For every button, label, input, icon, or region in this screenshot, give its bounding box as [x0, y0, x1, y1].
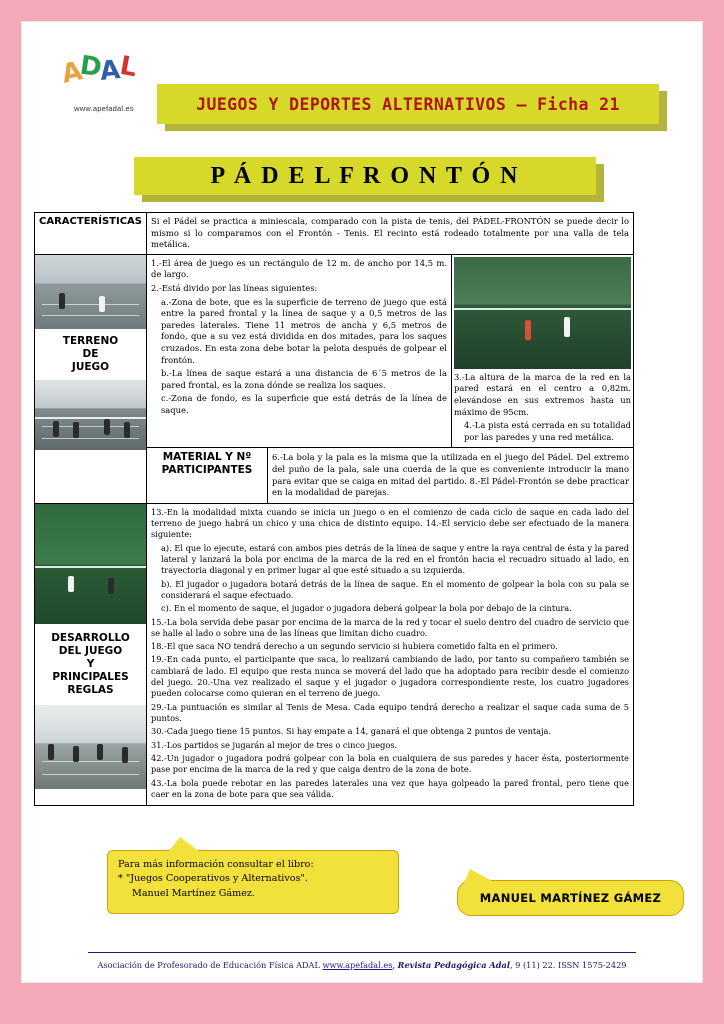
terreno-text-left — [147, 254, 452, 448]
footer-part3: , 9 (11) 22. ISSN 1575-2429 — [509, 960, 627, 970]
callout-tail — [464, 869, 496, 883]
info-line-2: * "Juegos Cooperativos y Alternativos". — [118, 873, 308, 885]
photo-net-line — [454, 308, 631, 310]
footer-part2: , — [392, 960, 398, 970]
desarrollo-p12: 43.-La bola puede rebotar en las paredes laterales una vez que haya golpeado la pared frontal, pero tiene que caer en la zona de bote para que sea válida. — [151, 777, 629, 799]
material-cell — [147, 448, 634, 503]
terreno-p1: 1.-El área de juego es un rectángulo de 12 m. de ancho por 14,5 m. de largo. — [151, 257, 447, 280]
row-label-desarrollo-text: DESARROLLO DEL JUEGO Y PRINCIPALES REGLAS — [51, 631, 130, 697]
author-name: MANUEL MARTÍNEZ GÁMEZ — [479, 891, 662, 905]
table-row — [35, 254, 634, 448]
photo-net-line — [35, 566, 146, 568]
table-row — [35, 213, 634, 255]
desarrollo-p8: 29.-La puntuación es similar al Tenis de Mesa. Cada equipo tendrá derecho a realizar el saque cada suma de 5 puntos. — [151, 701, 629, 724]
info-line-3: Manuel Martínez Gámez. — [132, 887, 255, 899]
logo-url[interactable]: www.apefadal.es — [74, 104, 134, 113]
adal-logo — [58, 52, 150, 124]
footer-journal: Revista Pedagógica Adal — [397, 960, 510, 970]
terreno-photo-cell — [451, 254, 633, 448]
desarrollo-p4: c). En el momento de saque, el jugador o jugadora deberá golpear la bola por debajo de la cintura. — [161, 603, 572, 614]
photo-player-red — [525, 320, 531, 340]
photo-court-bottom — [35, 380, 146, 450]
footer — [22, 960, 702, 970]
info-line-1: Para más información consultar el libro: — [118, 859, 314, 870]
desarrollo-text — [147, 503, 634, 806]
photo-court-top — [35, 255, 146, 329]
terreno-p5: c.-Zona de fondo, es la superficie que está detrás de la línea de saque. — [161, 393, 447, 415]
logo-figures-icon — [58, 52, 150, 102]
logo-letter-2: D — [78, 50, 104, 84]
logo-letter-1: A — [59, 56, 86, 90]
terreno-p6: 3.-La altura de la marca de la red en la pared estará en el centro a 0,82m. elevándose en sus extremos hasta un máximo de 95cm. — [453, 371, 631, 417]
caracteristicas-text: Si el Pádel se practica a miniescala, comparado con la pista de tenis, del PÁDEL-FRONTÓN se puede decir lo mismo si lo comparamos con el Frontón - Tenis. El recinto está rodeado totalmente por una valla de tela metálica. — [147, 213, 634, 255]
page-title: P Á D E L F R O N T Ó N — [210, 162, 520, 189]
photo-figure — [104, 419, 110, 435]
row-label-caracteristicas: CARACTERÍSTICAS — [35, 213, 147, 255]
terreno-p2: 2.-Está divido por las líneas siguientes: — [151, 282, 318, 293]
desarrollo-p11: 42.-Un jugador o jugadora podrá golpear con la bola en cualquiera de sus paredes y hacer ésta, posteriormente pase por encima de la marca de la red y que caiga dentro de la zona de bote. — [151, 752, 629, 775]
logo-letter-4: L — [117, 50, 140, 84]
photo-figure — [122, 747, 128, 763]
desarrollo-p3: b). El jugador o jugadora botará detrás de la línea de saque. En el momento de golpear la bola con su pala se considerará el saque efectuado. — [161, 578, 629, 600]
photo-figure — [73, 746, 79, 762]
row-label-terreno-text: TERRENO DE JUEGO — [62, 334, 119, 374]
photo-figure — [97, 744, 103, 760]
header-banner — [157, 84, 667, 130]
material-text: 6.-La bola y la pala es la misma que la utilizada en el juego del Pádel. Del extremo del puño de la pala, sale una cuerda de la que es conveniente introducir la mano para evitar que se caiga en mitad del partido. 8.-El Pádel-Frontón se debe practicar en la modalidad de parejas. — [272, 452, 629, 498]
page-title-block — [134, 157, 604, 201]
footer-part1: Asociación de Profesorado de Educación Física ADAL — [97, 960, 323, 970]
photo-padel-match — [454, 257, 631, 369]
callout-tail — [168, 837, 200, 852]
photo-green-court — [35, 504, 146, 624]
row-label-terreno — [35, 254, 147, 503]
banner-box — [157, 84, 659, 124]
info-callout-text — [108, 851, 398, 908]
terreno-p4: b.-La línea de saque estará a una distancia de 6´5 metros de la pared frontal, es la zona dónde se realiza los saques. — [161, 368, 447, 390]
desarrollo-p1: 13.-En la modalidad mixta cuando se inicia un juego o en el comienzo de cada ciclo de saque en cada lado del terreno de juego habrá un chico y una chica de distinto equipo. 14.-El servicio debe ser efectuado de la manera siguiente: — [151, 506, 629, 540]
desarrollo-p10: 31.-Los partidos se jugarán al mejor de tres o cinco juegos. — [151, 739, 398, 750]
desarrollo-p6: 18.-El que saca NO tendrá derecho a un segundo servicio si hubiera cometido falta en el primero. — [151, 641, 558, 652]
banner-title: JUEGOS Y DEPORTES ALTERNATIVOS – Ficha 21 — [196, 94, 620, 114]
desarrollo-p5: 15.-La bola servida debe pasar por encima de la marca de la red y tocar el suelo dentro del cuadro de servicio que se halle al lado o sobre una de las líneas que limitan dicho cuadro. — [151, 616, 629, 638]
author-callout — [457, 880, 684, 916]
footer-link[interactable]: www.apefadal.es — [322, 960, 393, 970]
photo-figure — [73, 422, 79, 438]
photo-player-white — [564, 317, 570, 337]
photo-figure — [53, 421, 59, 437]
logo-letter-3: A — [98, 55, 122, 87]
desarrollo-p7: 19.-En cada punto, el participante que saca, lo realizará cambiando de lado, por tanto su compañero también se cambiará de lado. El equipo que resta nunca se moverá del lado que ha adoptado para recibir desde el comienzo del juego. 20.-Una vez realizado el saque y el jugador o jugadora correspondiente reste, los cuatro jugadores pueden colocarse como quieran en el terreno de juego. — [151, 654, 629, 699]
photo-figure — [108, 578, 114, 594]
terreno-p7: 4.-La pista está cerrada en su totalidad por las paredes y una red metálica. — [463, 420, 631, 442]
footer-divider — [88, 952, 636, 953]
photo-figure — [68, 576, 74, 592]
title-box — [134, 157, 596, 195]
info-callout — [107, 850, 399, 914]
row-label-material: MATERIAL Y Nº PARTICIPANTES — [147, 448, 268, 502]
photo-figure — [48, 744, 54, 760]
photo-court-group — [35, 705, 146, 789]
photo-figure — [59, 293, 65, 309]
table-row — [35, 503, 634, 806]
row-label-desarrollo — [35, 503, 147, 806]
content-table — [34, 212, 634, 806]
photo-figure — [99, 296, 105, 312]
desarrollo-p2: a). El que lo ejecute, estará con ambos pies detrás de la línea de saque y entre la raya central de ésta y la pared lateral y lanzará la bola por encima de la marca de la red en el frontón hacia el recuadro situado al lado, en trayectoria diagonal y en primer lugar al que esté situado a su izquierda. — [161, 542, 629, 576]
photo-net-line — [35, 417, 146, 419]
photo-figure — [124, 422, 130, 438]
terreno-p3: a.-Zona de bote, que es la superficie de terreno de juego que está entre la pared frontal y la línea de saque y a 0,5 metros de las paredes laterales. Tiene 11 metros de ancha y 6,5 metros de fondo, que a su vez está dividida en dos mitades, para los saques cruzados. En esta zona debe botar la pelota después de golpear el frontón. — [161, 296, 447, 365]
terreno-text-right — [454, 369, 631, 444]
desarrollo-p9: 30.-Cada juego tiene 15 puntos. Si hay empate a 14, ganará el que obtenga 2 puntos de ventaja. — [151, 726, 552, 737]
document-page — [22, 22, 702, 982]
